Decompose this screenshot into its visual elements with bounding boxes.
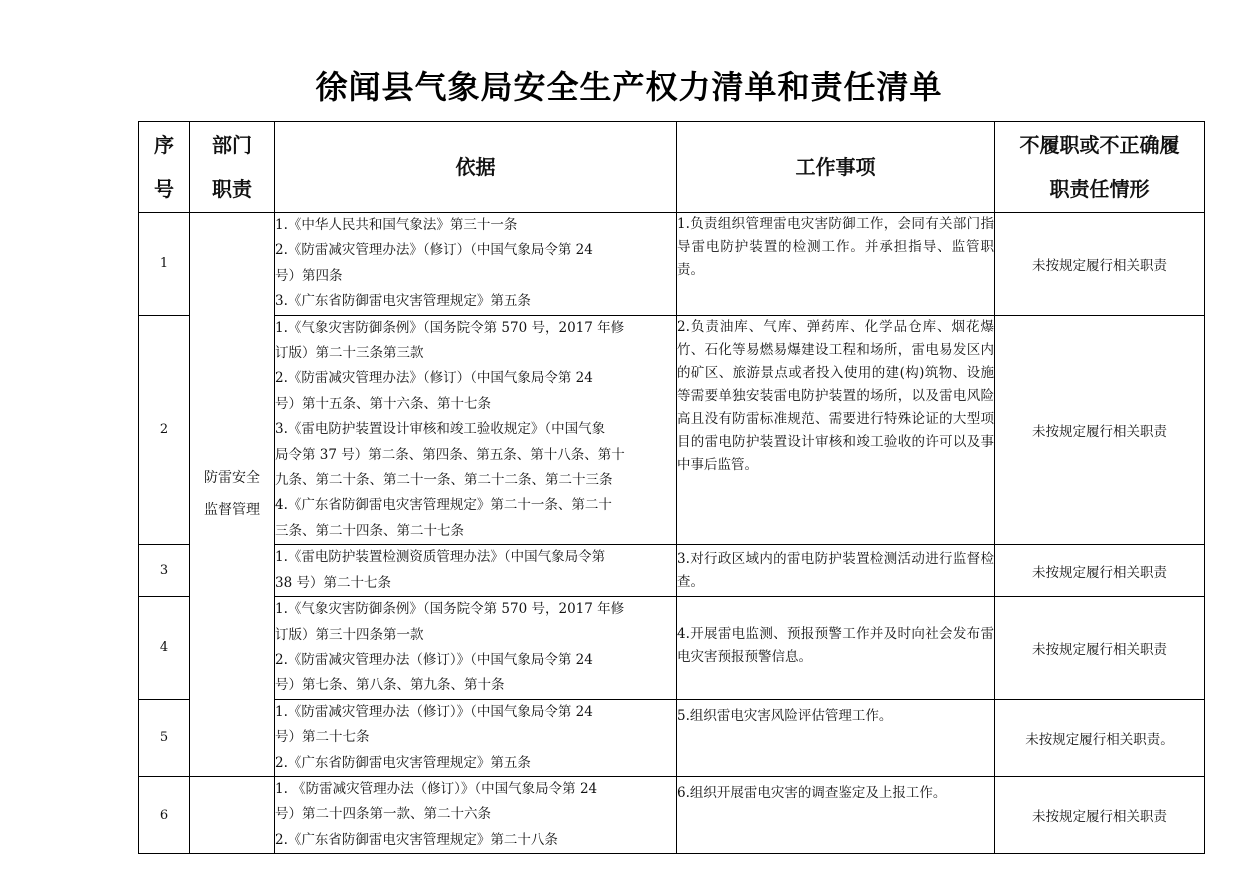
row-basis: 1.《防雷减灾管理办法（修订）》（中国气象局令第 24 号）第二十七条 2.《广东省防御雷电灾害管理规定》第五条 [275,699,677,776]
row-task: 4.开展雷电监测、预报预警工作并及时向社会发布雷电灾害预报预警信息。 [677,597,995,700]
row-task: 5.组织雷电灾害风险评估管理工作。 [677,699,995,776]
row-task: 6.组织开展雷电灾害的调查鉴定及上报工作。 [677,776,995,853]
table-row [139,699,1205,776]
table-row [139,545,1205,597]
responsibility-table [138,121,1205,854]
header-dept: 部门 职责 [190,122,275,213]
dept-cell-empty [190,776,275,853]
header-seq: 序 号 [139,122,190,213]
table-row [139,213,1205,316]
row-basis: 1. 《防雷减灾管理办法（修订）》（中国气象局令第 24 号）第二十四条第一款、第二十六条 2.《广东省防御雷电灾害管理规定》第二十八条 [275,776,677,853]
row-seq: 6 [139,776,190,853]
row-fail: 未按规定履行相关职责 [995,545,1205,597]
table-row [139,597,1205,700]
row-seq: 1 [139,213,190,316]
table-header-row [139,122,1205,213]
table-row [139,776,1205,853]
dept-cell [190,213,275,777]
row-seq: 5 [139,699,190,776]
dept-label-line2: 监督管理 [204,502,260,519]
row-task: 3.对行政区域内的雷电防护装置检测活动进行监督检查。 [677,545,995,597]
table-row [139,315,1205,545]
document-title: 徐闻县气象局安全生产权力清单和责任清单 [315,68,943,106]
header-fail: 不履职或不正确履 职责任情形 [995,122,1205,213]
row-seq: 4 [139,597,190,700]
row-seq: 2 [139,315,190,545]
row-task: 1.负责组织管理雷电灾害防御工作，会同有关部门指导雷电防护装置的检测工作。并承担指导、监管职责。 [677,213,995,316]
dept-label-line1: 防雷安全 [204,470,260,487]
header-basis: 依据 [275,122,677,213]
row-basis: 1.《中华人民共和国气象法》第三十一条 2.《防雷减灾管理办法》（修订）（中国气象局令第 24 号）第四条 3.《广东省防御雷电灾害管理规定》第五条 [275,213,677,316]
row-seq: 3 [139,545,190,597]
row-fail: 未按规定履行相关职责 [995,776,1205,853]
header-task: 工作事项 [677,122,995,213]
row-fail: 未按规定履行相关职责 [995,597,1205,700]
row-basis: 1.《气象灾害防御条例》（国务院令第 570 号，2017 年修 订版）第三十四条第一款 2.《防雷减灾管理办法（修订）》（中国气象局令第 24 号）第七条、第八条、第九条、第十条 [275,597,677,700]
row-basis: 1.《气象灾害防御条例》（国务院令第 570 号，2017 年修 订版）第二十三条第三款 2.《防雷减灾管理办法》（修订）（中国气象局令第 24 号）第十五条、第十六条、第十七条 3.《雷电防护装置设计审核和竣工验收规定》（中国气象 局令第 37 号）第二条、第四条、第五条、第十八条、第十 九条、第二十条、第二十一条、第二十二条、第二十三条 4.《广东省防御雷电灾害管理规定》第二十一条、第二十 三条、第二十四条、第二十七条 [275,315,677,545]
row-fail: 未按规定履行相关职责 [995,315,1205,545]
row-basis: 1.《雷电防护装置检测资质管理办法》（中国气象局令第 38 号）第二十七条 [275,545,677,597]
row-fail: 未按规定履行相关职责。 [995,699,1205,776]
row-fail: 未按规定履行相关职责 [995,213,1205,316]
row-task: 2.负责油库、气库、弹药库、化学品仓库、烟花爆竹、石化等易燃易爆建设工程和场所，雷电易发区内的矿区、旅游景点或者投入使用的建(构)筑物、设施等需要单独安装雷电防护装置的场所，以及雷电风险高且没有防雷标准规范、需要进行特殊论证的大型项目的雷电防护装置设计审核和竣工验收的许可以及事中事后监管。 [677,315,995,545]
